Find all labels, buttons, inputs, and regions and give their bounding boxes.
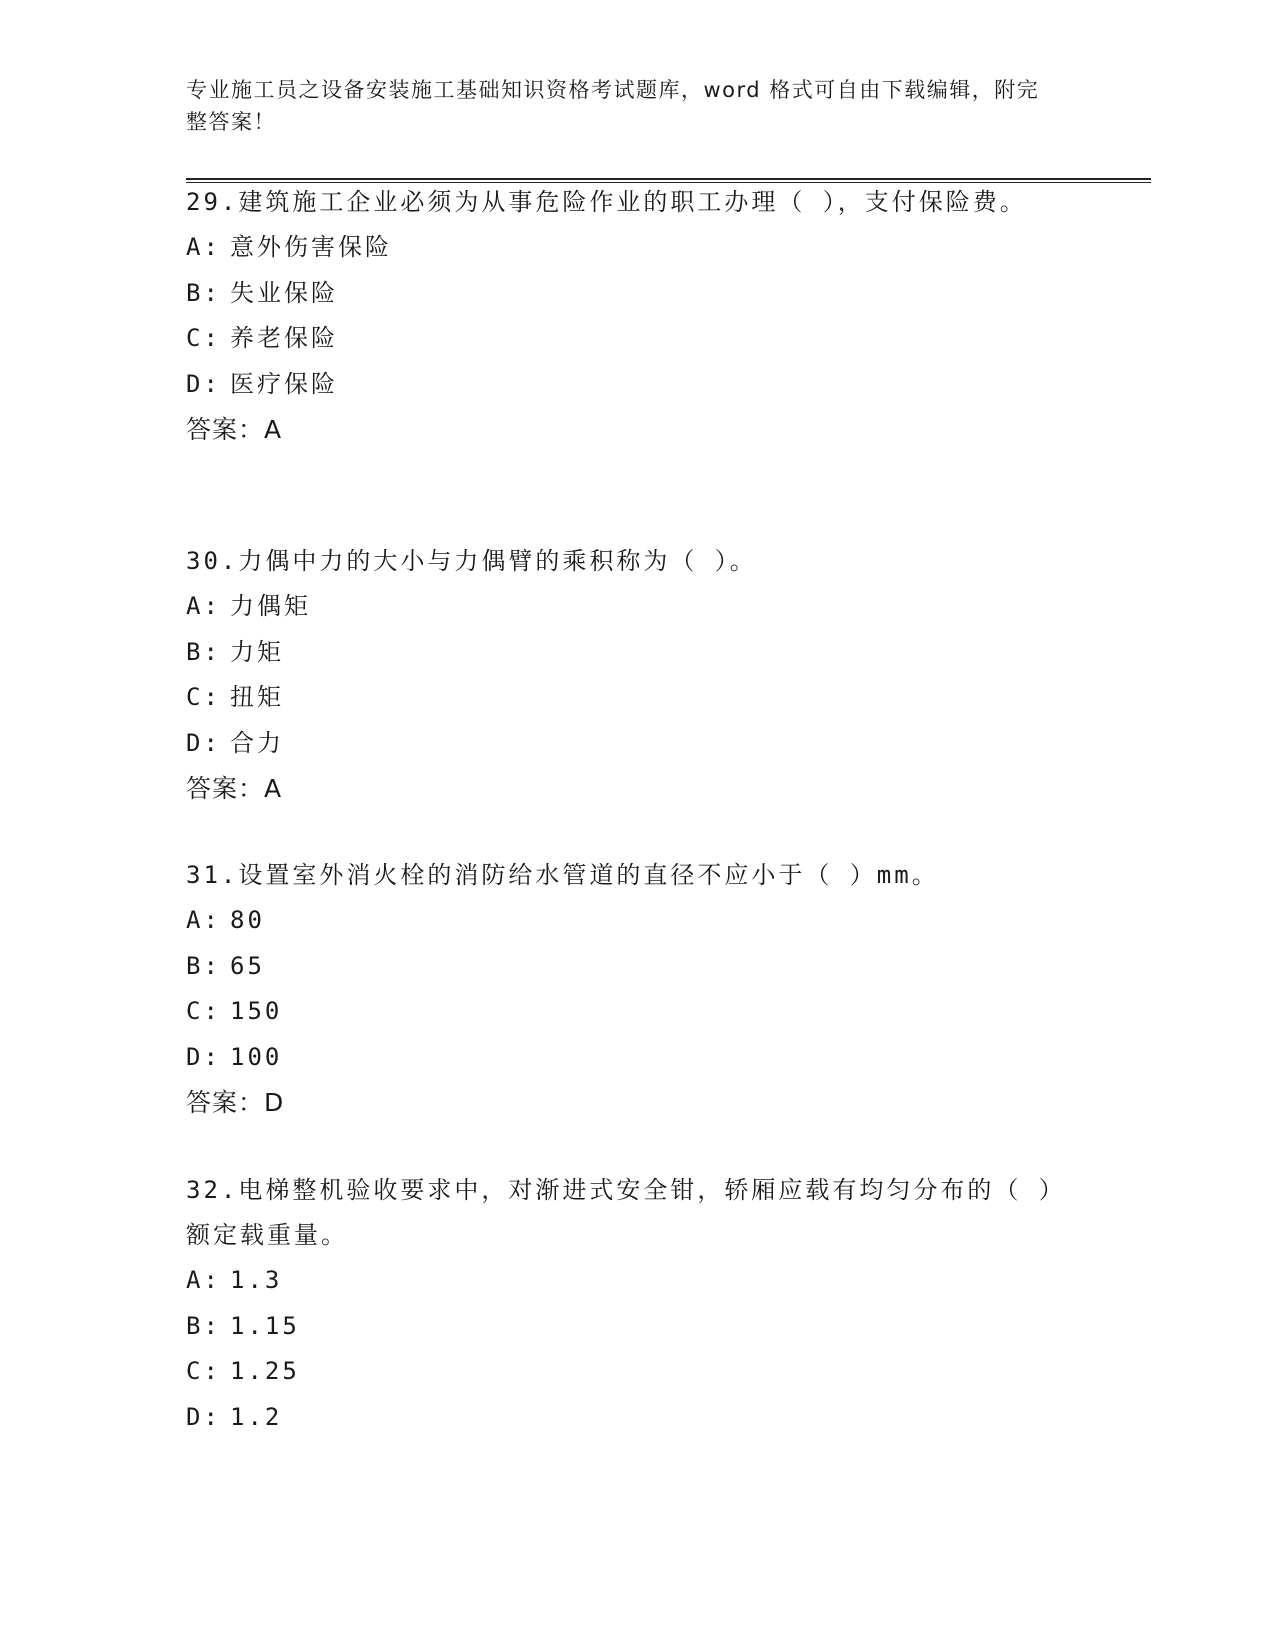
option-key: A: (186, 906, 221, 934)
option-text: 65 (230, 951, 265, 980)
option-text: 失业保险 (230, 278, 338, 307)
option-text: 力矩 (230, 637, 284, 666)
option-a (186, 225, 1066, 271)
option-c (186, 316, 1066, 362)
option-d (186, 1395, 1066, 1441)
option-key: D: (186, 1042, 221, 1071)
option-d (186, 362, 1066, 408)
option-key: B: (186, 637, 221, 666)
option-text: 150 (230, 997, 283, 1025)
option-key: C: (186, 997, 221, 1025)
option-text: 力偶矩 (230, 592, 311, 620)
option-text: 80 (230, 906, 265, 934)
question-29 (186, 180, 1066, 452)
option-text: 意外伤害保险 (230, 233, 392, 261)
option-text: 1.25 (230, 1357, 300, 1385)
option-c (186, 989, 1066, 1035)
option-key: B: (186, 951, 221, 980)
answer-label: 答案：A (186, 415, 283, 444)
question-32 (186, 1168, 1066, 1440)
question-stem: 31.设置室外消火栓的消防给水管道的直径不应小于（ ）mm。 (186, 861, 939, 889)
option-key: C: (186, 324, 221, 352)
option-b (186, 1304, 1066, 1350)
option-b (186, 271, 1066, 317)
option-text: 1.15 (230, 1311, 300, 1340)
option-key: B: (186, 278, 221, 307)
question-30 (186, 539, 1066, 811)
option-text: 扭矩 (230, 683, 284, 711)
question-31 (186, 853, 1066, 1125)
question-stem: 32.电梯整机验收要求中，对渐进式安全钳，轿厢应载有均匀分布的（ ）额定载重量。 (186, 1176, 1066, 1249)
answer-label: 答案：A (186, 774, 283, 803)
option-key: C: (186, 683, 221, 711)
option-text: 100 (230, 1042, 283, 1071)
option-text: 医疗保险 (230, 369, 338, 398)
option-d (186, 721, 1066, 767)
document-header: 专业施工员之设备安装施工基础知识资格考试题库，word 格式可自由下载编辑，附完整答案！ (186, 78, 1040, 134)
option-key: C: (186, 1357, 221, 1385)
question-stem: 29.建筑施工企业必须为从事危险作业的职工办理（ ），支付保险费。 (186, 188, 1027, 216)
option-d (186, 1035, 1066, 1081)
option-text: 1.2 (230, 1402, 283, 1431)
option-text: 养老保险 (230, 324, 338, 352)
option-key: D: (186, 1402, 221, 1431)
option-c (186, 1349, 1066, 1395)
option-text: 合力 (230, 728, 284, 757)
option-key: A: (186, 1266, 221, 1294)
option-a (186, 1258, 1066, 1304)
option-text: 1.3 (230, 1266, 283, 1294)
question-stem: 30.力偶中力的大小与力偶臂的乘积称为（ ）。 (186, 547, 757, 575)
option-b (186, 630, 1066, 676)
option-b (186, 944, 1066, 990)
option-key: B: (186, 1311, 221, 1340)
option-a (186, 584, 1066, 630)
option-a (186, 898, 1066, 944)
option-key: A: (186, 592, 221, 620)
option-key: D: (186, 369, 221, 398)
answer-label: 答案：D (186, 1088, 285, 1117)
option-key: D: (186, 728, 221, 757)
option-key: A: (186, 233, 221, 261)
option-c (186, 675, 1066, 721)
